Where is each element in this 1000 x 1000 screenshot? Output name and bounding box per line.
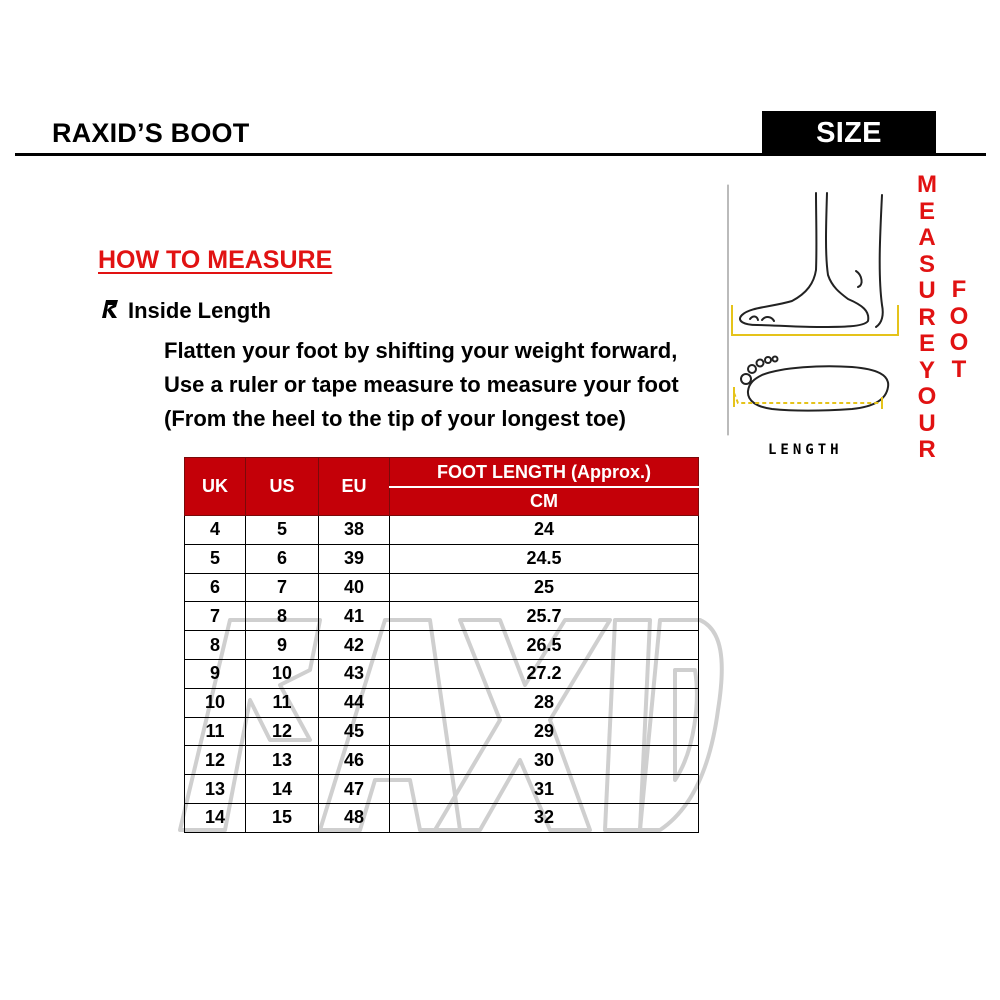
raxid-logo-icon [99,297,121,319]
instruction-line: Flatten your foot by shifting your weight forward, [164,338,678,363]
cell-us: 14 [246,775,319,804]
cell-cm: 27.2 [390,659,699,688]
cell-cm: 25 [390,573,699,602]
cell-eu: 43 [319,659,390,688]
vertical-letter: E [918,330,935,357]
cell-eu: 42 [319,631,390,660]
table-row [185,746,699,775]
vertical-letter: O [917,383,937,410]
cell-uk: 9 [185,659,246,688]
cell-uk: 12 [185,746,246,775]
cell-us: 5 [246,516,319,545]
vertical-letter: M [917,171,937,198]
cell-uk: 10 [185,688,246,717]
table-row [185,803,699,832]
cell-uk: 14 [185,803,246,832]
cell-eu: 47 [319,775,390,804]
cell-uk: 5 [185,544,246,573]
vertical-letter: O [949,302,969,330]
cell-eu: 40 [319,573,390,602]
vertical-letter: E [918,197,935,225]
cell-eu: 41 [319,602,390,631]
cell-eu: 44 [319,688,390,717]
cell-uk: 6 [185,573,246,602]
cell-us: 10 [246,659,319,688]
vertical-letter: U [918,277,936,304]
inside-length-label: Inside Length [128,298,271,323]
cell-uk: 8 [185,631,246,660]
foot-vertical-text [945,277,973,383]
vertical-letter: S [918,250,935,278]
cell-uk: 4 [185,516,246,545]
vertical-letter: R [918,303,936,331]
cell-cm: 29 [390,717,699,746]
instruction-line: Use a ruler or tape measure to measure your foot [164,372,679,397]
header-eu: EU [319,458,390,516]
measure-your-vertical-text [913,172,941,464]
cell-uk: 7 [185,602,246,631]
vertical-letter: O [949,329,969,356]
header-us: US [246,458,319,516]
cell-cm: 24.5 [390,544,699,573]
vertical-letter: U [918,409,936,437]
header-cm: CM [390,487,699,516]
table-row [185,631,699,660]
table-row [185,516,699,545]
size-chart-table [184,457,699,833]
header-uk: UK [185,458,246,516]
cell-us: 7 [246,573,319,602]
vertical-letter: R [918,436,936,463]
cell-us: 15 [246,803,319,832]
table-row [185,659,699,688]
cell-eu: 46 [319,746,390,775]
table-row [185,544,699,573]
cell-eu: 45 [319,717,390,746]
vertical-letter: F [951,276,967,303]
cell-cm: 25.7 [390,602,699,631]
cell-cm: 31 [390,775,699,804]
vertical-letter: T [951,355,967,383]
size-chart-badge: SIZE CHART [762,111,936,155]
cell-us: 11 [246,688,319,717]
cell-us: 8 [246,602,319,631]
cell-cm: 28 [390,688,699,717]
header-divider [15,153,986,156]
cell-uk: 13 [185,775,246,804]
how-to-measure-heading: HOW TO MEASURE [98,246,333,274]
cell-eu: 38 [319,516,390,545]
cell-eu: 39 [319,544,390,573]
table-row [185,602,699,631]
table-row [185,717,699,746]
cell-uk: 11 [185,717,246,746]
measure-instructions [164,334,679,436]
length-label: LENGTH [768,442,843,458]
cell-cm: 30 [390,746,699,775]
cell-us: 9 [246,631,319,660]
table-row [185,573,699,602]
cell-eu: 48 [319,803,390,832]
brand-title: RAXID’S BOOT [52,118,250,148]
cell-cm: 32 [390,803,699,832]
instruction-line: (From the heel to the tip of your longest toe) [164,406,626,431]
foot-measure-illustration [722,175,907,465]
vertical-letter: Y [918,356,935,384]
cell-cm: 24 [390,516,699,545]
vertical-letter: A [918,224,936,251]
table-row [185,688,699,717]
cell-cm: 26.5 [390,631,699,660]
header-foot-length: FOOT LENGTH (Approx.) [390,458,699,488]
cell-us: 12 [246,717,319,746]
cell-us: 6 [246,544,319,573]
table-row [185,775,699,804]
cell-us: 13 [246,746,319,775]
